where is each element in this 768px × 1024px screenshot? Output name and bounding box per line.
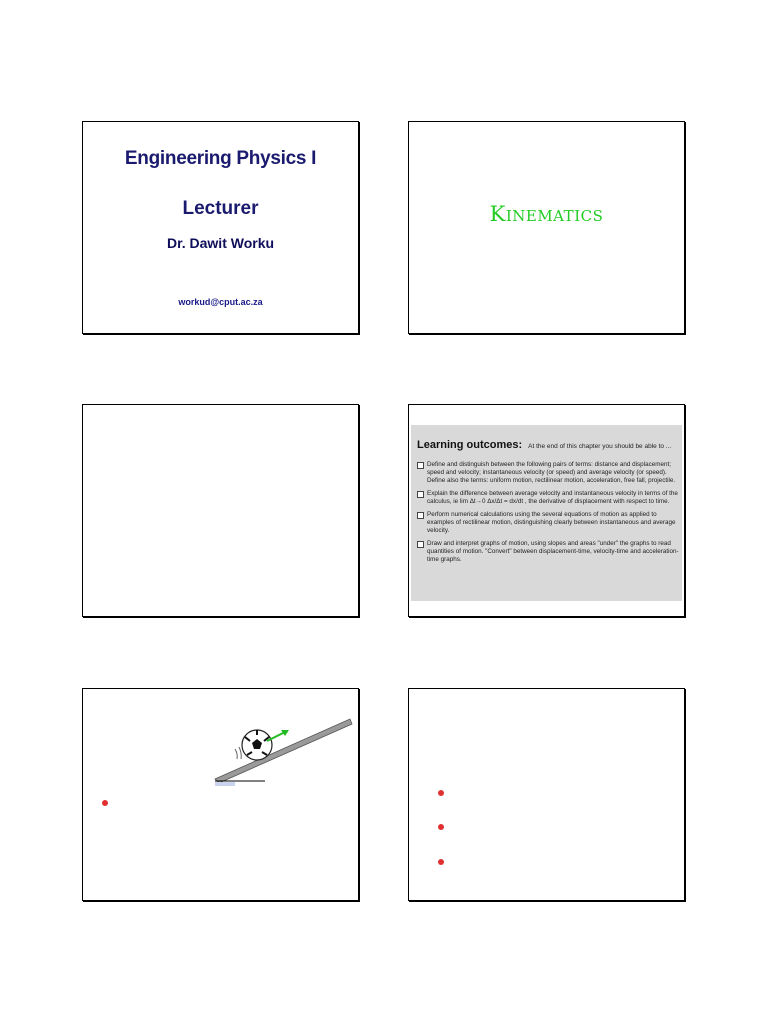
list-item: Perform numerical calculations using the several equations of motion as applied to examples of rectilinear motion, distinguishing clearly between instantaneous and average velocity. bbox=[417, 511, 679, 535]
ball-on-incline-illustration bbox=[83, 689, 359, 901]
kinematics-title: Kinematics bbox=[489, 202, 604, 226]
slide-blank bbox=[82, 404, 359, 617]
slide-bullets bbox=[408, 688, 685, 901]
slide-ball-incline bbox=[82, 688, 359, 901]
ground-shadow bbox=[215, 782, 235, 786]
list-item: Explain the difference between average velocity and instantaneous velocity in terms of the calculus, ie lim Δt→0 Δx/Δt = dx/dt , the derivative of displacement with respect to time. bbox=[417, 490, 679, 506]
heading-intro: At the end of this chapter you should be able to ... bbox=[528, 443, 672, 450]
slide-kinematics bbox=[408, 121, 685, 334]
bullet-dot bbox=[438, 824, 444, 830]
bullet-dot bbox=[102, 800, 108, 806]
bullet-dot bbox=[438, 790, 444, 796]
course-title: Engineering Physics I bbox=[124, 148, 317, 169]
outcomes-list bbox=[417, 461, 679, 569]
motion-lines-icon bbox=[235, 747, 241, 759]
heading-text: Learning outcomes: bbox=[417, 439, 523, 451]
learning-outcomes-panel bbox=[411, 425, 682, 601]
lecturer-label: Lecturer bbox=[182, 198, 259, 219]
lecturer-email: workud@cput.ac.za bbox=[178, 297, 263, 307]
list-item: Draw and interpret graphs of motion, using slopes and areas "under" the graphs to read quantities of motion. "Convert" between displacement-time, velocity-time and acceleration-time graphs. bbox=[417, 540, 679, 564]
bullet-dot bbox=[438, 859, 444, 865]
slide-learning-outcomes bbox=[408, 404, 685, 617]
list-item: Define and distinguish between the following pairs of terms: distance and displacement; speed and velocity; instantaneous velocity (or speed) and average velocity (or speed). Define also the terms: uniform motion, rectilinear motion, acceleration, free fall, projectile. bbox=[417, 461, 679, 485]
slide-title bbox=[82, 121, 359, 334]
soccer-ball-icon bbox=[242, 730, 272, 760]
lecturer-name: Dr. Dawit Worku bbox=[166, 235, 275, 251]
learning-outcomes-heading bbox=[417, 439, 671, 451]
